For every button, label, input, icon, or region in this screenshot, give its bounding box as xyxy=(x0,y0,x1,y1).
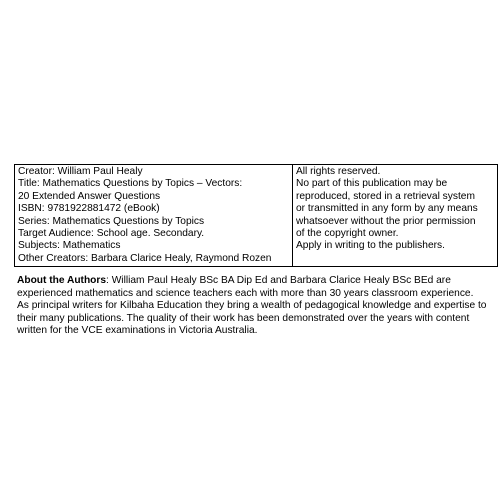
rights-line: or transmitted in any form by any means xyxy=(296,203,478,215)
target-audience-line: Target Audience: School age. Secondary. xyxy=(18,228,205,240)
title-continuation-line: 20 Extended Answer Questions xyxy=(18,190,161,202)
table-row xyxy=(15,165,498,267)
about-the-authors-label: About the Authors xyxy=(17,275,107,286)
rights-line: reproduced, stored in a retrieval system xyxy=(296,190,475,202)
rights-line: All rights reserved. xyxy=(296,166,381,177)
catalogue-details-cell xyxy=(15,165,293,267)
subjects-line: Subjects: Mathematics xyxy=(18,240,121,252)
rights-line: No part of this publication may be xyxy=(296,178,448,190)
publication-info-table xyxy=(14,164,498,267)
rights-notice-cell xyxy=(293,165,498,267)
rights-line: Apply in writing to the publishers. xyxy=(296,240,445,252)
series-line: Series: Mathematics Questions by Topics xyxy=(18,215,205,227)
about-the-authors-paragraph xyxy=(17,275,487,338)
about-the-authors-text: : William Paul Healy BSc BA Dip Ed and Barbara Clarice Healy BSc BEd are experienced mathematics and science teachers each with more than 30 years classroom experience. As principal writers for Kilbaha Education they bring a wealth of pedagogical knowledge and expertise to their many publications. The quality of their work has been demonstrated over the years with content written for the VCE examinations in Victoria Australia. xyxy=(17,275,487,337)
other-creators-line: Other Creators: Barbara Clarice Healy, Raymond Rozen xyxy=(18,252,272,264)
rights-line: whatsoever without the prior permission xyxy=(296,215,476,227)
isbn-line: ISBN: 9781922881472 (eBook) xyxy=(18,203,160,215)
creator-line: Creator: William Paul Healy xyxy=(18,166,143,177)
rights-line: of the copyright owner. xyxy=(296,228,399,240)
title-line: Title: Mathematics Questions by Topics – Vectors: xyxy=(18,178,243,190)
